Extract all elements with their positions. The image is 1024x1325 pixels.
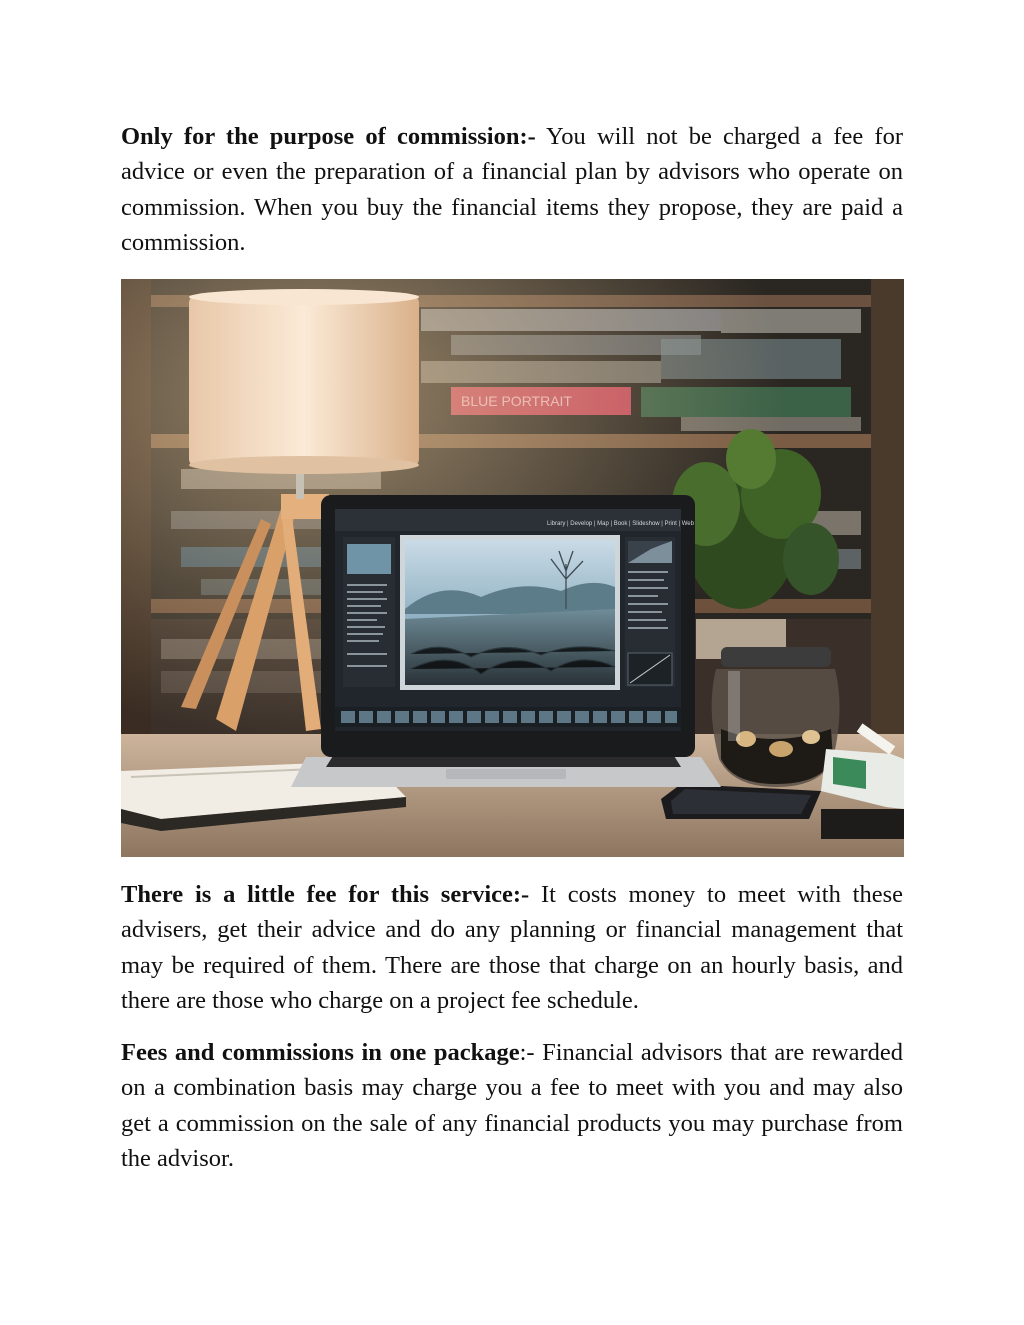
paragraph-heading: There is a little fee for this service:- — [121, 881, 530, 908]
laptop — [291, 495, 721, 787]
paragraph-heading: Only for the purpose of commission:- — [121, 123, 536, 150]
laptop-desk-photo — [121, 279, 904, 857]
paragraph-body: :- Financial advisors that are rewarded on a combination basis may charge you a fee to meet with you and may also get a commission on the sale of any financial products you may purchase from the advisor. — [121, 1039, 904, 1173]
paragraph-heading: Fees and commissions in one package — [121, 1039, 520, 1066]
paragraph-little-fee — [121, 877, 903, 1019]
paragraph-body: You will not be charged a fee for advice or even the preparation of a financial plan by advisors who operate on commission. When you buy the financial items they propose, they are paid a commission. — [121, 123, 903, 257]
paragraph-commission — [121, 119, 903, 261]
paragraph-fees-and-commissions — [121, 1035, 903, 1177]
laptop-app-menu: Library | Develop | Map | Book | Slideshow | Print | Web — [547, 521, 694, 527]
paragraph-body: It costs money to meet with these advisers, get their advice and do any planning or financial management that may be required of them. There are those that charge on an hourly basis, and there are those who charge on a project fee schedule. — [121, 881, 903, 1015]
